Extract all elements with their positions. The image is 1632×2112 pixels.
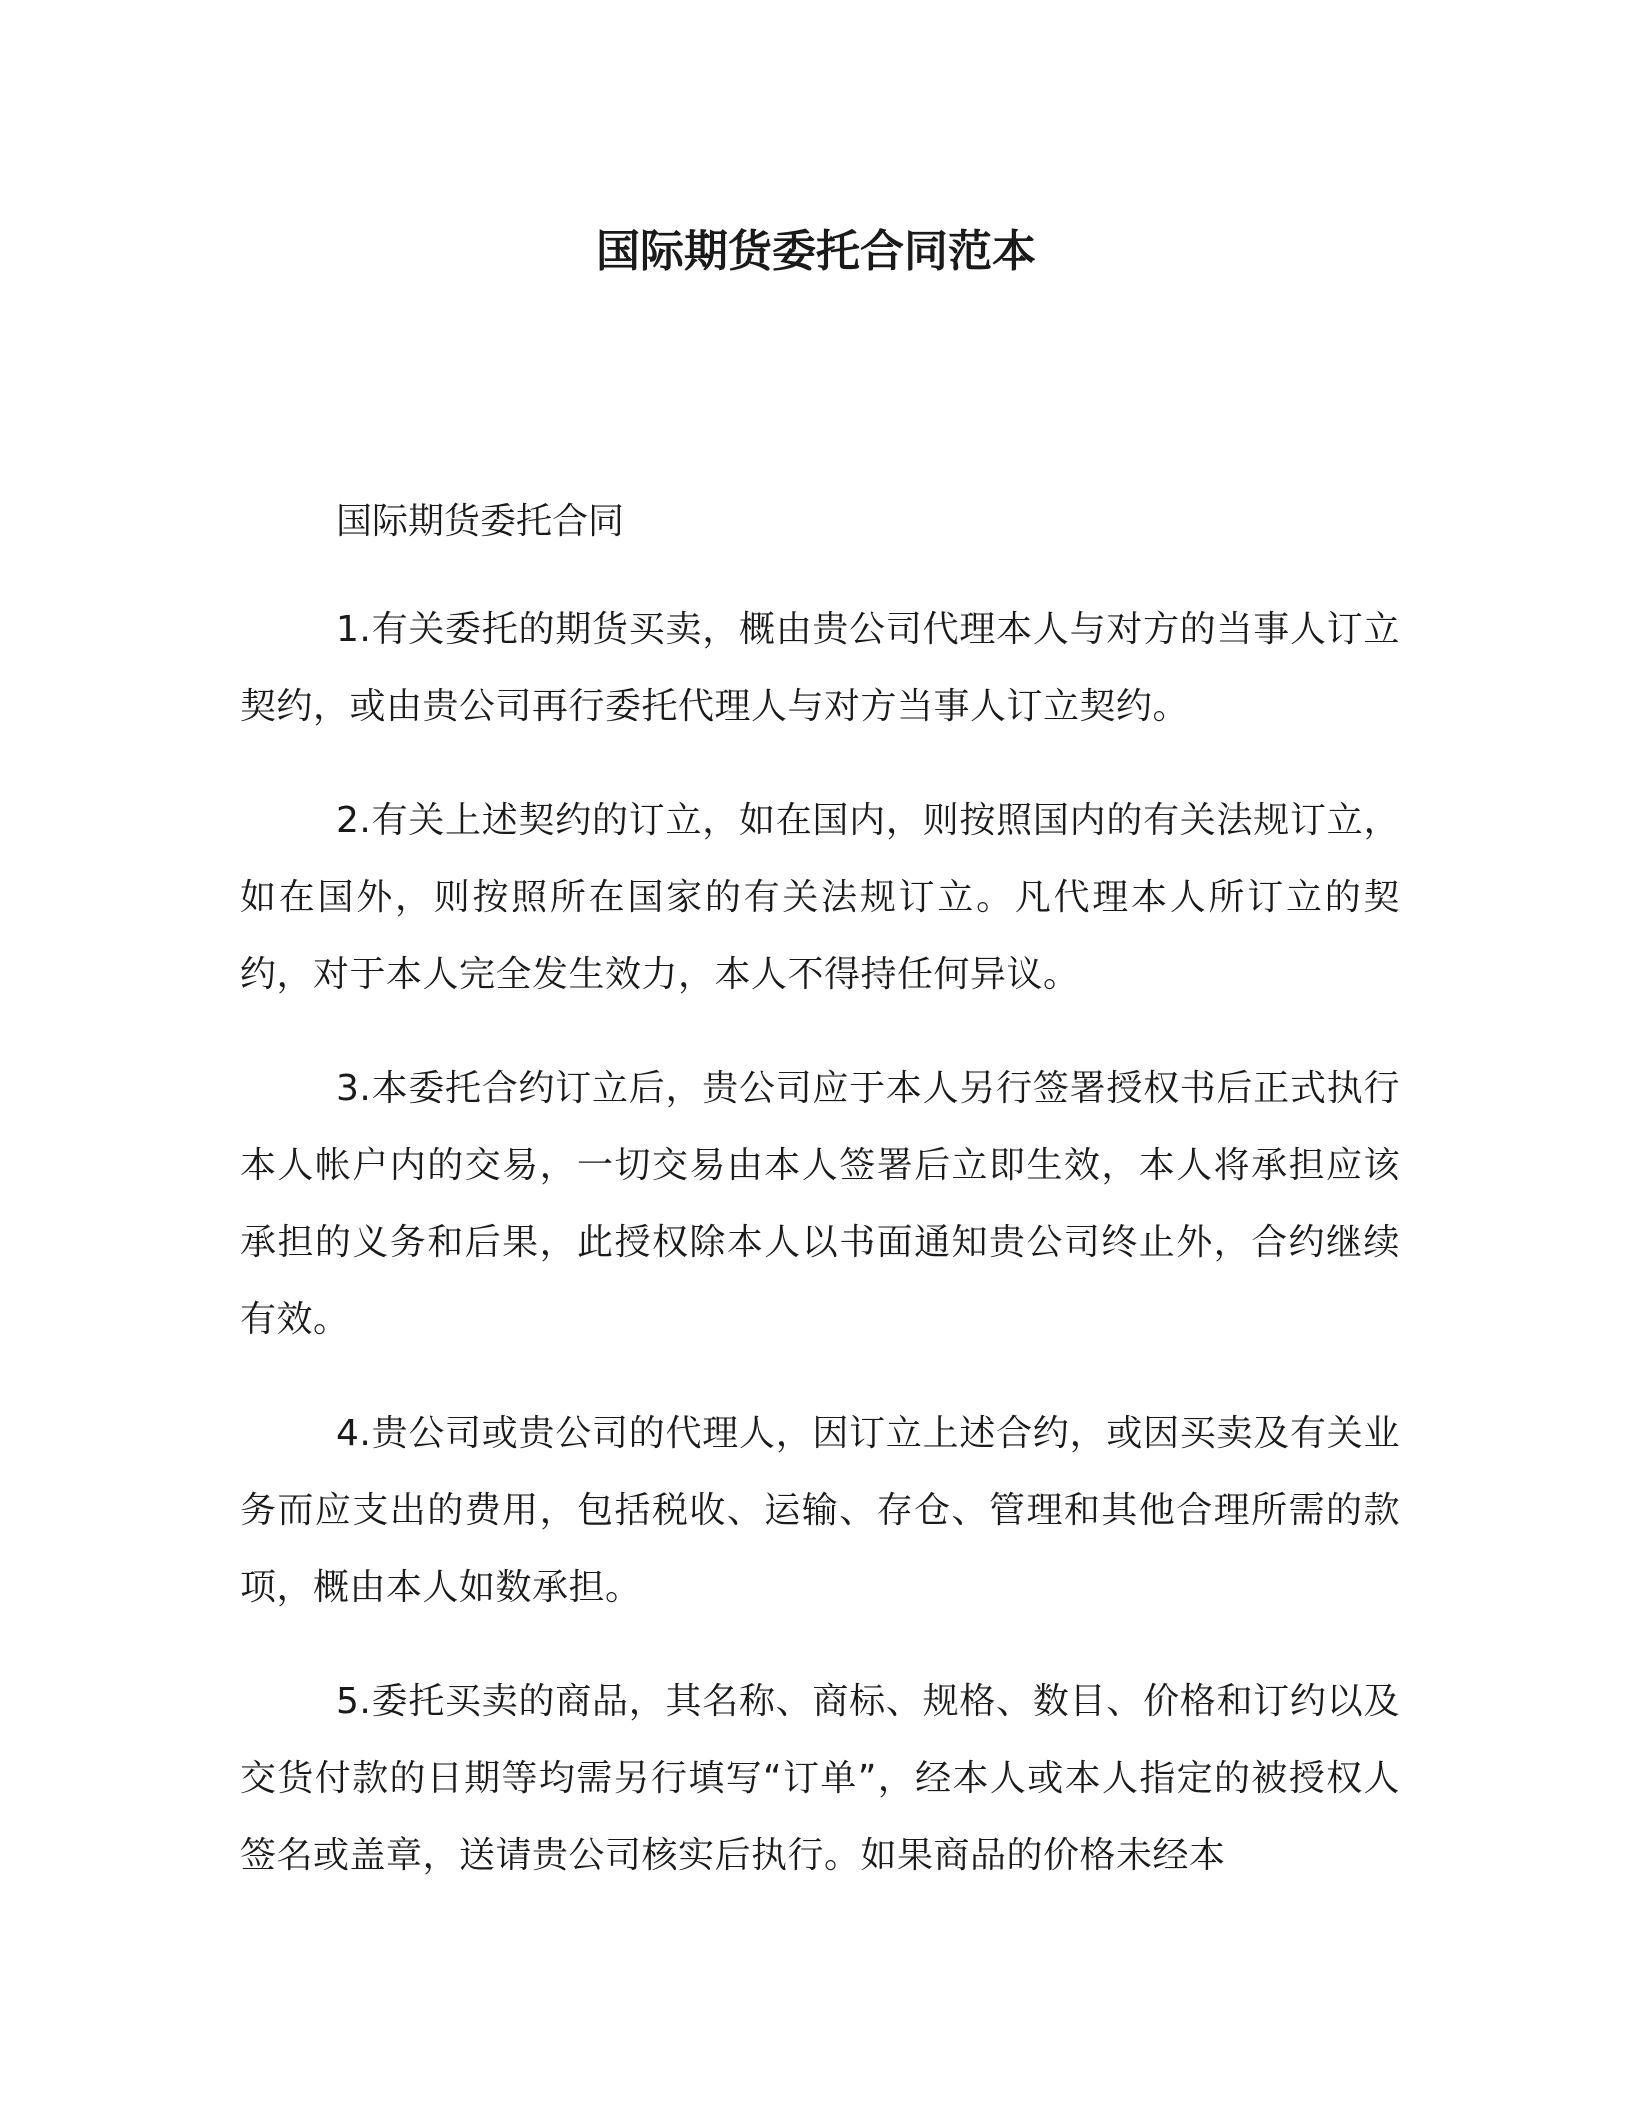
clause-4: 4.贵公司或贵公司的代理人，因订立上述合约，或因买卖及有关业务而应支出的费用，包括税收、运输、存仓、管理和其他合理所需的款项，概由本人如数承担。 (240, 1413, 1400, 1608)
document-title: 国际期货委托合同范本 (596, 226, 1036, 277)
clause-3: 3.本委托合约订立后，贵公司应于本人另行签署授权书后正式执行本人帐户内的交易，一切交易由本人签署后立即生效，本人将承担应该承担的义务和后果，此授权除本人以书面通知贵公司终止外，合约继续有效。 (240, 1068, 1400, 1340)
contract-subtitle: 国际期货委托合同 (336, 501, 625, 542)
document-body (240, 490, 1400, 1931)
clause-1: 1.有关委托的期货买卖，概由贵公司代理本人与对方的当事人订立契约，或由贵公司再行委托代理人与对方当事人订立契约。 (240, 609, 1400, 727)
clause-2: 2.有关上述契约的订立，如在国内，则按照国内的有关法规订立，如在国外，则按照所在国家的有关法规订立。凡代理本人所订立的契约，对于本人完全发生效力，本人不得持任何异议。 (240, 800, 1400, 995)
clause-5: 5.委托买卖的商品，其名称、商标、规格、数目、价格和订约以及交货付款的日期等均需另行填写“订单”，经本人或本人指定的被授权人签名或盖章，送请贵公司核实后执行。如果商品的价格未经本 (240, 1681, 1400, 1876)
